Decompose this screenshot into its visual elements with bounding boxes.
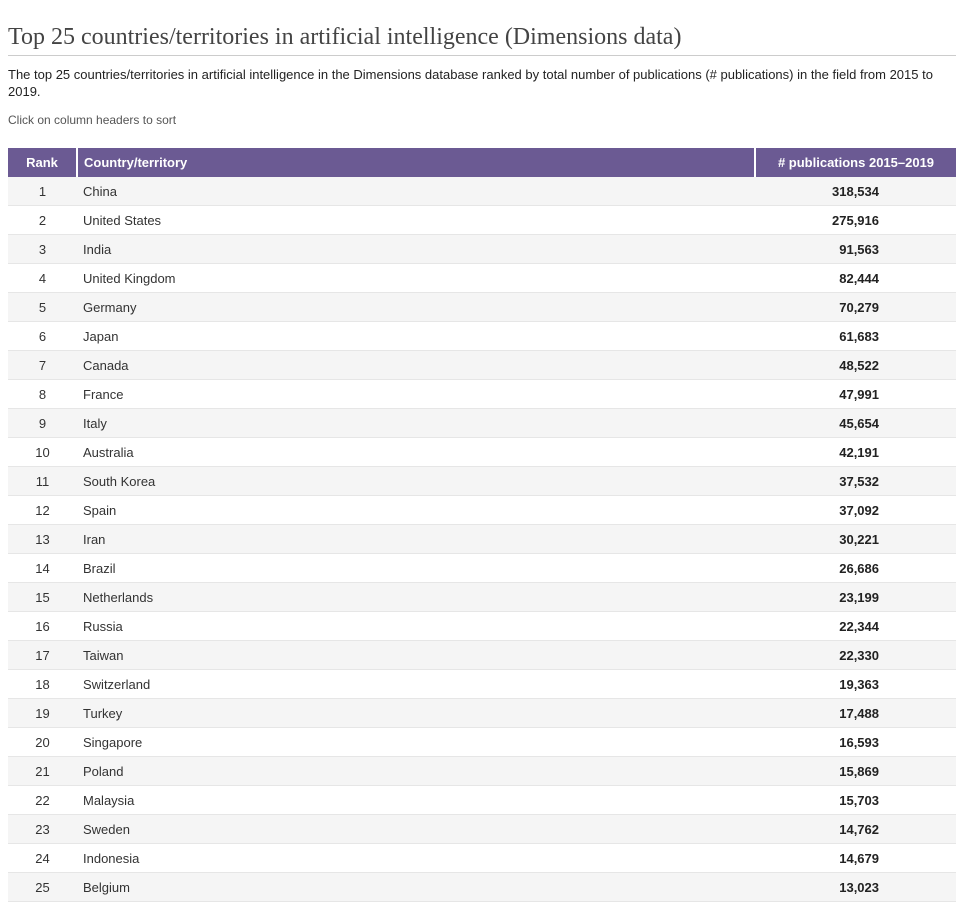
country-cell: Canada xyxy=(77,351,755,380)
country-cell: United States xyxy=(77,206,755,235)
publications-cell: 37,532 xyxy=(755,467,956,496)
rank-cell: 6 xyxy=(8,322,77,351)
rank-cell: 16 xyxy=(8,612,77,641)
table-description: The top 25 countries/territories in artificial intelligence in the Dimensions database ranked by total number of publications (# publications) in the field from 2015 to 2019. xyxy=(8,67,933,99)
table-row xyxy=(8,786,956,815)
rank-cell: 15 xyxy=(8,583,77,612)
table-row xyxy=(8,380,956,409)
publications-cell: 42,191 xyxy=(755,438,956,467)
table-row xyxy=(8,235,956,264)
publications-cell: 318,534 xyxy=(755,177,956,206)
column-header-rank[interactable]: Rank xyxy=(8,148,77,177)
table-row xyxy=(8,815,956,844)
publications-cell: 82,444 xyxy=(755,264,956,293)
country-cell: Taiwan xyxy=(77,641,755,670)
column-header-publications[interactable]: # publications 2015–2019 xyxy=(755,148,956,177)
country-cell: Poland xyxy=(77,757,755,786)
table-row xyxy=(8,467,956,496)
rank-cell: 20 xyxy=(8,728,77,757)
table-row xyxy=(8,496,956,525)
rank-cell: 21 xyxy=(8,757,77,786)
table-row xyxy=(8,583,956,612)
country-cell: India xyxy=(77,235,755,264)
rank-cell: 4 xyxy=(8,264,77,293)
table-header-row xyxy=(8,148,956,177)
table-row xyxy=(8,612,956,641)
rank-cell: 25 xyxy=(8,873,77,902)
publications-cell: 14,762 xyxy=(755,815,956,844)
publications-cell: 16,593 xyxy=(755,728,956,757)
country-cell: Russia xyxy=(77,612,755,641)
country-cell: Belgium xyxy=(77,873,755,902)
publications-cell: 15,869 xyxy=(755,757,956,786)
table-row xyxy=(8,438,956,467)
table-row xyxy=(8,757,956,786)
publications-cell: 91,563 xyxy=(755,235,956,264)
publications-cell: 45,654 xyxy=(755,409,956,438)
country-cell: France xyxy=(77,380,755,409)
rank-cell: 2 xyxy=(8,206,77,235)
country-cell: Spain xyxy=(77,496,755,525)
rank-cell: 22 xyxy=(8,786,77,815)
table-body xyxy=(8,177,956,902)
publications-cell: 19,363 xyxy=(755,670,956,699)
country-cell: Germany xyxy=(77,293,755,322)
rank-cell: 17 xyxy=(8,641,77,670)
publications-cell: 22,344 xyxy=(755,612,956,641)
country-cell: South Korea xyxy=(77,467,755,496)
rank-cell: 19 xyxy=(8,699,77,728)
rank-cell: 18 xyxy=(8,670,77,699)
table-row xyxy=(8,670,956,699)
rank-cell: 14 xyxy=(8,554,77,583)
country-cell: Indonesia xyxy=(77,844,755,873)
ranking-table xyxy=(8,148,956,902)
country-cell: Turkey xyxy=(77,699,755,728)
publications-cell: 17,488 xyxy=(755,699,956,728)
publications-cell: 47,991 xyxy=(755,380,956,409)
publications-cell: 37,092 xyxy=(755,496,956,525)
table-row xyxy=(8,699,956,728)
country-cell: Brazil xyxy=(77,554,755,583)
table-row xyxy=(8,177,956,206)
rank-cell: 10 xyxy=(8,438,77,467)
table-row xyxy=(8,293,956,322)
rank-cell: 12 xyxy=(8,496,77,525)
table-row xyxy=(8,554,956,583)
rank-cell: 13 xyxy=(8,525,77,554)
country-cell: Japan xyxy=(77,322,755,351)
table-row xyxy=(8,351,956,380)
table-row xyxy=(8,728,956,757)
country-cell: Netherlands xyxy=(77,583,755,612)
country-cell: Switzerland xyxy=(77,670,755,699)
publications-cell: 15,703 xyxy=(755,786,956,815)
sort-hint: Click on column headers to sort xyxy=(8,113,177,127)
publications-cell: 22,330 xyxy=(755,641,956,670)
page-title: Top 25 countries/territories in artificial intelligence (Dimensions data) xyxy=(8,22,956,56)
country-cell: Italy xyxy=(77,409,755,438)
table-row xyxy=(8,322,956,351)
table-row xyxy=(8,873,956,902)
country-cell: Australia xyxy=(77,438,755,467)
country-cell: Malaysia xyxy=(77,786,755,815)
publications-cell: 48,522 xyxy=(755,351,956,380)
country-cell: Iran xyxy=(77,525,755,554)
publications-cell: 23,199 xyxy=(755,583,956,612)
publications-cell: 26,686 xyxy=(755,554,956,583)
rank-cell: 5 xyxy=(8,293,77,322)
table-row xyxy=(8,525,956,554)
publications-cell: 30,221 xyxy=(755,525,956,554)
publications-cell: 275,916 xyxy=(755,206,956,235)
rank-cell: 7 xyxy=(8,351,77,380)
publications-cell: 14,679 xyxy=(755,844,956,873)
table-row xyxy=(8,264,956,293)
rank-cell: 8 xyxy=(8,380,77,409)
rank-cell: 3 xyxy=(8,235,77,264)
rank-cell: 24 xyxy=(8,844,77,873)
publications-cell: 13,023 xyxy=(755,873,956,902)
country-cell: Singapore xyxy=(77,728,755,757)
publications-cell: 70,279 xyxy=(755,293,956,322)
table-row xyxy=(8,641,956,670)
country-cell: United Kingdom xyxy=(77,264,755,293)
rank-cell: 1 xyxy=(8,177,77,206)
table-row xyxy=(8,844,956,873)
table-row xyxy=(8,206,956,235)
table-row xyxy=(8,409,956,438)
rank-cell: 11 xyxy=(8,467,77,496)
rank-cell: 9 xyxy=(8,409,77,438)
country-cell: China xyxy=(77,177,755,206)
rank-cell: 23 xyxy=(8,815,77,844)
publications-cell: 61,683 xyxy=(755,322,956,351)
country-cell: Sweden xyxy=(77,815,755,844)
column-header-country[interactable]: Country/territory xyxy=(77,148,755,177)
